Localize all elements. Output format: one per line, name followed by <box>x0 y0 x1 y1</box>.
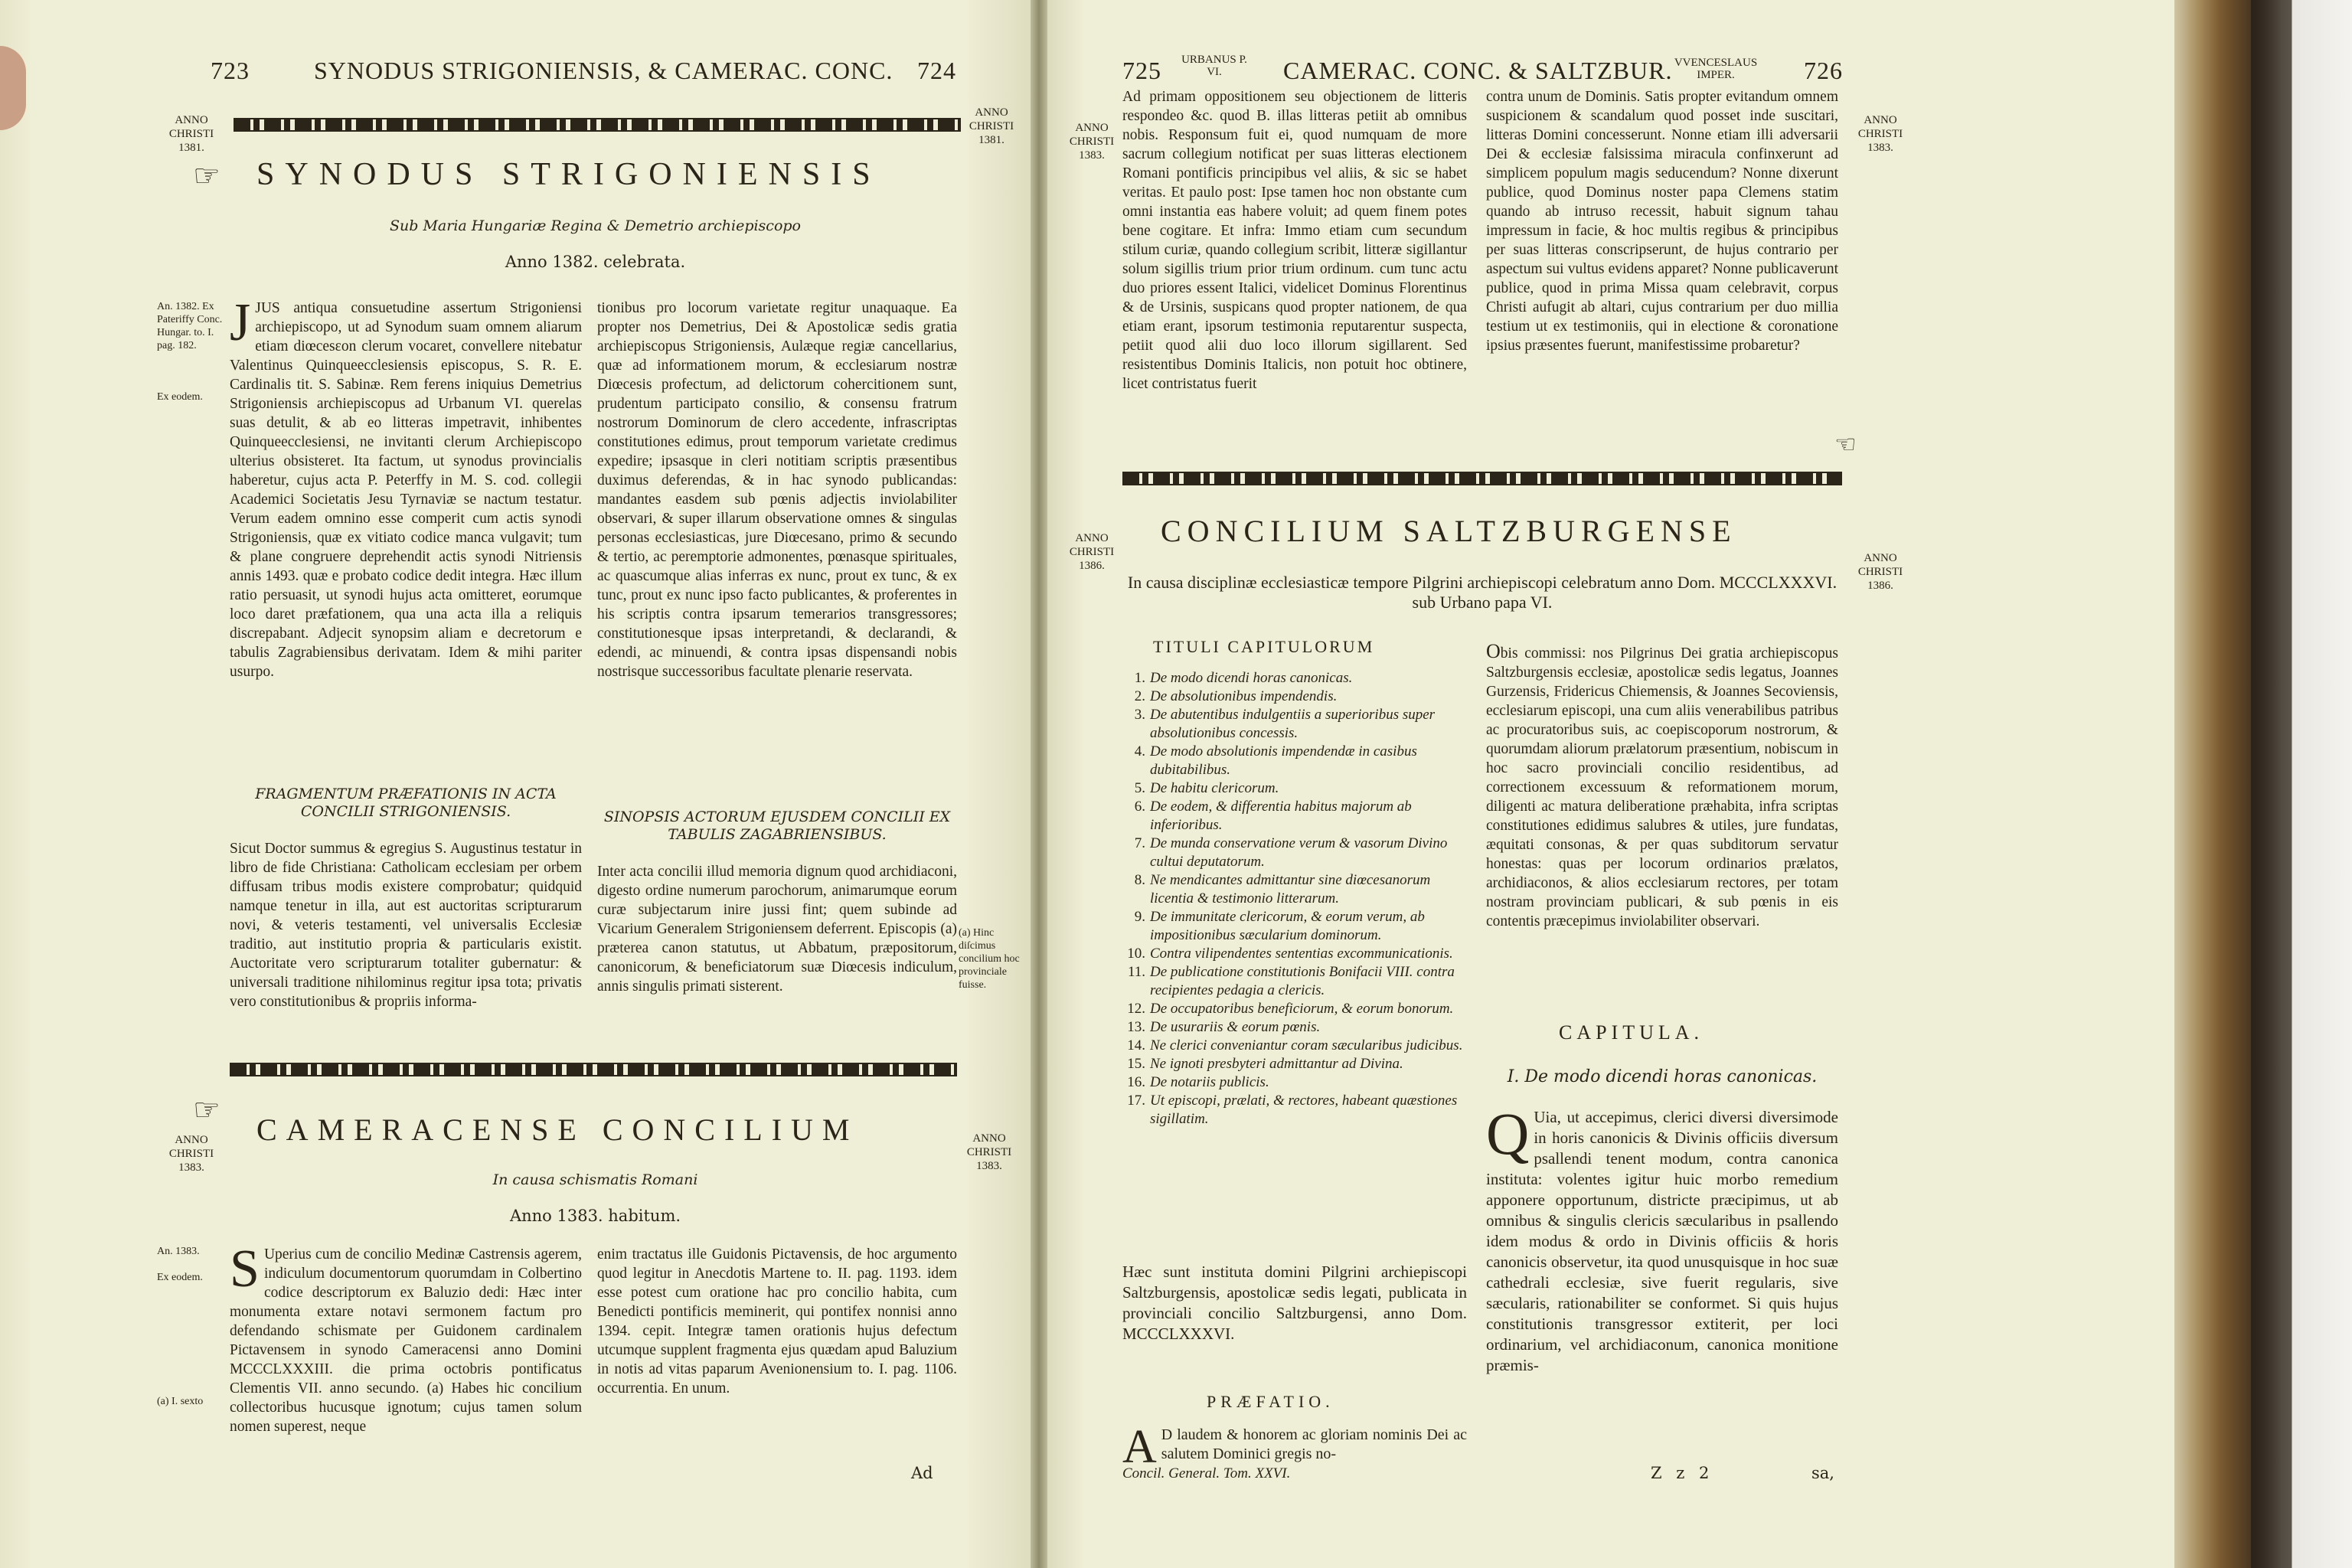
tituli-text: De occupatoribus beneficiorum, & eorum bonorum. <box>1150 1001 1454 1017</box>
tituli-item <box>1115 963 1475 1000</box>
tituli-number: 12. <box>1127 1001 1145 1017</box>
synod-year: Anno 1382. celebrata. <box>505 253 686 271</box>
tituli-text: Ne mendicantes admittantur sine diœcesanorum licentia & testimonio litterarum. <box>1150 872 1431 906</box>
page-number-725: 725 <box>1122 57 1161 84</box>
pointing-hand-icon: ☞ <box>193 1093 220 1128</box>
tituli-item <box>1115 779 1475 798</box>
pointing-hand-icon: ☜ <box>1834 430 1857 459</box>
tituli-number: 1. <box>1134 670 1145 686</box>
top-column-1: Ad primam oppositionem seu objectionem de litteris respondeo &c. quod B. illas litteras petiit ab omnibus nobis. Responsum fuit ei, quod numquam de more sacrum collegium notificat per suas litteras electionem Romani pontificis principibus vel aliis, & sic se habet veritas. Et paulo post: Ipse tamen hoc non obstante cum omni instantia eas habere voluit; ad quem finem potes bene cogitare. Et infra: Immo etiam cum secundum stilum curiæ, quando collegium scribit, litteræ sigillantur solum sigillis trium prior trium ordinum. cum tunc actu duo priores essent Italici, videlicet Dominus Florentinus & de Ursinis, suspicans quod propter nationem, de qua etiam erant, ipsorum testimonia reputarentur suspecta, petiit quod alii duo loco illorum sigillarent. Sed resistentibus Dominis Italicis, non potuit hoc obtinere, licet contristatus fuerit <box>1122 89 1467 392</box>
tituli-item <box>1115 835 1475 871</box>
tituli-text: De eodem, & differentia habitus majorum ab inferioribus. <box>1150 799 1412 833</box>
saltzburg-column-2: Obis commissi: nos Pilgrinus Dei gratia archiepiscopus Saltzburgensis ecclesiæ, apostolicæ sedis legatus, Joannes Gurzensis, Fridericus Chiemensis, & Joannes Secoviensis, ecclesiarum episcopi, una cum aliis venerabilibus patribus ac procuratoribus suis, ac coepiscoporum nostrorum, & quorumdam aliorum prælatorum præsentium, nobiscum in hoc sacro provinciali concilio residentibus, ad correctionem excessuum & reformationem morum, diligenti ac matura deliberatione præhabita, infra scriptas constitutiones edidimus salubres & utiles, jure fundatas, æquitati consonas, & per quas subditorum servatur honestas: quas per locorum ordinarios prælatos, archidiaconos, & alios ecclesiarum rectores, per totam nostram provinciam publicari, & sub pœnis in eis contentis præcepimus inviolabiliter observari. <box>1486 642 1838 929</box>
cameracense-column-1: S Uperius cum de concilio Medinæ Castrensis agerem, indiculum documentorum quorumdam in Colbertino codice descriptorum ex Baluzio dedi: Hæc inter monumenta extare notavi sermonem factum pro defendando schismate per Guidonem cardinalem Pictavensem in synodo Cameracensi anno Domini MCCCLXXXIII. die prima octobris pontificatus Clementis VII. anno secundo. (a) Habes hic concilium collectoribus hucusque ignotum; cujus tamen solum nomen superest, neque <box>230 1245 582 1435</box>
margin-year-left: ANNO CHRISTI 1386. <box>1069 532 1115 572</box>
tituli-item <box>1115 1073 1475 1092</box>
tituli-text: De abutentibus indulgentiis a superioribus super absolutionibus concessis. <box>1150 707 1436 741</box>
tituli-text: Ut episcopi, prælati, & rectores, habeant quæstiones sigillatim. <box>1150 1093 1458 1127</box>
volume-footer: Concil. General. Tom. XXVI. <box>1122 1465 1291 1481</box>
ornament-rule <box>234 118 961 132</box>
praefatio-text: A D laudem & honorem ac gloriam nominis Dei ac salutem Dominici gregis no- <box>1122 1421 1467 1473</box>
cameracense-year: Anno 1383. habitum. <box>509 1207 681 1225</box>
tituli-number: 8. <box>1134 872 1145 888</box>
tituli-number: 2. <box>1134 688 1145 704</box>
cameracense-subtitle: In causa schismatis Romani <box>492 1171 698 1188</box>
pointing-hand-icon: ☞ <box>193 158 220 194</box>
tituli-number: 5. <box>1134 780 1145 796</box>
capitula-heading: CAPITULA. <box>1559 1021 1704 1044</box>
tituli-text: De modo dicendi horas canonicas. <box>1150 670 1353 686</box>
fragment-heading: FRAGMENTUM PRÆFATIONIS IN ACTA CONCILII STRIGONIENSIS. <box>255 786 557 820</box>
margin-note: (a) Hinc diſcimus concilium hoc provinciale fuisse. <box>959 927 1020 991</box>
tituli-number: 11. <box>1127 964 1145 980</box>
tituli-text: De immunitate clericorum, & eorum verum, ab impositionibus sæcularium dominorum. <box>1150 909 1425 943</box>
book-gutter <box>1031 0 1047 1568</box>
tituli-text: Ne clerici conveniantur coram sæcularibus judicibus. <box>1150 1037 1463 1054</box>
tituli-text: De munda conservatione verum & vasorum Divino cultui deputatorum. <box>1150 835 1448 870</box>
margin-note: (a) I. sexto <box>157 1396 204 1407</box>
tituli-text: Contra vilipendentes sententias excommunicationis. <box>1150 946 1453 962</box>
tituli-item <box>1115 743 1475 779</box>
head-urbanus: URBANUS P. VI. <box>1181 54 1247 78</box>
tituli-item <box>1115 669 1475 688</box>
margin-year-right: ANNO CHRISTI 1383. <box>1857 114 1903 154</box>
page-number-723: 723 <box>211 57 250 84</box>
tituli-number: 14. <box>1127 1037 1145 1054</box>
tituli-item <box>1115 798 1475 835</box>
signature-mark: Z z 2 <box>1651 1464 1714 1482</box>
tituli-heading: TITULI CAPITULORUM <box>1153 637 1375 656</box>
tituli-text: De absolutionibus impendendis. <box>1150 688 1338 704</box>
thumb <box>0 46 26 130</box>
synopsis-heading: SINOPSIS ACTORUM EJUSDEM CONCILII EX TABULIS ZAGABRIENSIBUS. <box>603 808 951 843</box>
cap1-text: Q Uia, ut accepimus, clerici diversi diversimode in horis canonicis & Divinis officiis diversum psallendi tenent modum, contra canonica instituta: volentes igitur huic morbo remedium apponere opportunum, districte præcipimus, ut ab omnibus & singulis clericis sæcularibus in psallendo idem modus & ordo in Divinis officiis & horis canonicis observetur, ita quod unusquisque in hoc suæ cathedrali ecclesiæ, sive fuerit regularis, sive sæcularis, rationabiliter se conformet. Si quis hujus constitutionis transgressor extiterit, per loci ordinarium, vel archidiaconum, canonica monitione præmis- <box>1486 1107 1838 1374</box>
tituli-text: De habitu clericorum. <box>1150 780 1279 796</box>
tituli-number: 13. <box>1127 1019 1145 1035</box>
page-number-724: 724 <box>917 57 956 84</box>
running-head-left: SYNODUS STRIGONIENSIS, & CAMERAC. CONC. <box>314 57 893 84</box>
saltzburg-title: CONCILIUM SALTZBURGENSE <box>1161 514 1737 548</box>
synod-column-1: JJUS antiqua consuetudine assertum Strigoniensi archiepiscopo, ut ad Synodum suam omnem aliarum etiam diœcesεon clerum vocaret, convellere nitebatur Valentinus Quinqueecclesiensis episcopus, S. R. E. Cardinalis tit. S. Sabinæ. Rem ferens iniquius Demetrius Strigoniensis archiepiscopus ad Urbanum VI. querelas suas detulit, & ab eo litteras impetravit, inhibentes Quinqueecclesiensi, ne invitanti clerum Archiepiscopo ulterius obsisteret. Ita factum, ut synodus provincialis haberetur, cujus acta P. Peterffy in M. S. cod. collegii Academici Societatis Jesu Tyrnaviæ se nactum testatur. Verum eadem omnino esse comperit cum actis synodi Strigoniensis, quæ ex vitiato codice manca vulgavit; tum & plane congruere deprehendit actis synodi Nitriensis annis 1493. quæ e probato codice dedit integra. Hæc illum ratio persuasit, ut synodi hujus acta omitteret, eorumque loco daret præfationem, qua una acta illa a reliquis discrepabant. Adjecit synopsim aliam e decretorum e tabulis Zagrabiensibus derivatam. Idem & mihi pariter usurpo. <box>230 299 582 680</box>
tituli-number: 10. <box>1127 946 1145 962</box>
page-edges <box>2174 0 2251 1568</box>
margin-year-right: ANNO CHRISTI 1386. <box>1857 552 1903 592</box>
tituli-item <box>1115 945 1475 963</box>
synod-subtitle: Sub Maria Hungariæ Regina & Demetrio archiepiscopo <box>390 217 801 234</box>
margin-year-left: ANNO CHRISTI 1383. <box>168 1134 214 1174</box>
haec-text: Hæc sunt instituta domini Pilgrini archiepiscopi Saltzburgensis, apostolicæ sedis legati, publicata in provinciali concilio Saltzburgensi, anno Dom. MCCCLXXXVI. <box>1122 1263 1467 1343</box>
tituli-text: De usurariis & eorum pœnis. <box>1150 1019 1321 1035</box>
ornament-rule <box>1122 472 1842 485</box>
tituli-text: De publicatione constitutionis Bonifacii VIII. contra recipientes pedagia a clericis. <box>1150 964 1455 998</box>
margin-year-right: ANNO CHRISTI 1381. <box>969 106 1014 146</box>
tituli-list <box>1115 669 1475 1129</box>
tituli-number: 9. <box>1134 909 1145 925</box>
tituli-item <box>1115 688 1475 706</box>
tituli-number: 15. <box>1127 1056 1145 1072</box>
top-column-2: contra unum de Dominis. Satis propter evitandum omnem suspicionem & scandalum quod posset inde suscitari, litteras Domini concesserunt. Nonne etiam illi adversarii Dei & ecclesiæ falsissima miracula confinxerunt ad simplicem populum magis seducendum? Nonne dixerunt publice, quod Dominus noster papa Clemens statim quando ab intruso recessit, habuit signum tahau impressum in facie, & hoc multis regibus & principibus per suas litteras conscripserunt, de hujus contrario per aspectum sui vultus evidens apparet? Nonne publicaverunt publice, quod in prima Missa quam celebravit, corpus Christi aufugit ab altari, cujus contrarium per duo millia testium ut ex testimoniis, qui in electione & coronatione ipsius præsentes fuerunt, manifestissime probaretur? <box>1486 89 1838 354</box>
saltzburg-subtitle: In causa disciplinæ ecclesiasticæ tempore Pilgrini archiepiscopi celebratum anno Dom. MCCCLXXXVI. sub Urbano papa VI. <box>1127 573 1838 612</box>
tituli-number: 6. <box>1134 799 1145 815</box>
tituli-item <box>1115 1018 1475 1037</box>
tituli-number: 4. <box>1134 743 1145 760</box>
tituli-item <box>1115 1055 1475 1073</box>
head-wenceslaus: VVENCESLAUS IMPER. <box>1674 57 1758 81</box>
tituli-number: 7. <box>1134 835 1145 851</box>
catchword: sa, <box>1811 1464 1834 1482</box>
tituli-item <box>1115 908 1475 945</box>
tituli-text: Ne ignoti presbyteri admittantur ad Divina. <box>1150 1056 1403 1072</box>
tituli-item <box>1115 871 1475 908</box>
right-page <box>1038 0 2174 1568</box>
synod-title: SYNODUS STRIGONIENSIS <box>256 157 881 192</box>
synod-column-2: tionibus pro locorum varietate regitur unaquaque. Ea propter nos Demetrius, Dei & Apostolicæ sedis gratia archiepiscopus Strigoniensis, Aulæque regiæ cancellarius, quæ ad informationem morum, & ecclesiarum nostræ Diœcesis profectum, ad delictorum cohercitionem sunt, prudentum participato consilio, & consensu fratrum nostrorum Dominorum de clero accedente, infrascriptas constitutiones edimus, prout temporum varietate credimus expedire; ipsasque in cleri notitiam scriptis præsentibus duximus deferendas, & in hac synodo publicandas: mandantes easdem sub pœnis adjectis inviolabiliter observari, & super illarum observatione omnes & singulas personas ecclesiasticas, jure Diœcesano, primo & secundo & tertio, ac peremptorie admonentes, pœnasque spirituales, ac quascumque alias inferras ex nunc, prout ex tunc, & ex tunc, prout ex nunc ipso facto publicantes, & proferentes in his scriptis contra ipsarum temerarios transgressores; constitutionesque ipsas interpretandi, & declarandi, & edendi, ac minuendi, & contra ipsas dispensandi nobis nostrisque successoribus facultate plenarie reservata. <box>597 300 957 680</box>
cap1-heading: I. De modo dicendi horas canonicas. <box>1507 1067 1818 1086</box>
tituli-number: 17. <box>1127 1093 1145 1109</box>
page-number-726: 726 <box>1804 57 1843 84</box>
margin-year-left: ANNO CHRISTI 1383. <box>1069 122 1115 162</box>
tituli-text: De notariis publicis. <box>1150 1074 1269 1090</box>
margin-year-left: ANNO CHRISTI 1381. <box>168 114 214 154</box>
catchword: Ad <box>911 1464 933 1482</box>
synopsis-text: Inter acta concilii illud memoria dignum quod archidiaconi, digesto ordine numerum parochorum, animarumque eorum curæ subjectarum inire jussi fint; quem subinde ad Vicarium Generalem Strigoniensem deferrent. Episcopis (a) præterea canon statutus, ut Abbatum, præpositorum, canonicorum, & beneficiatorum suæ Diœcesis indiculum, annis singulis primati sisterent. <box>597 864 957 995</box>
margin-note: An. 1382. Ex Pateriffy Conc. Hungar. to. I. pag. 182. <box>157 301 223 351</box>
tituli-number: 3. <box>1134 707 1145 723</box>
tituli-item <box>1115 1037 1475 1055</box>
tituli-item <box>1115 1000 1475 1018</box>
left-page <box>0 0 1038 1568</box>
fragment-text: Sicut Doctor summus & egregius S. Augustinus testatur in libro de fide Christiana: Catholicam ecclesiam per orbem diffusam tribus modis existere comprobatur; quidquid namque tenetur in illa, aut est auctoritas scripturarum novi, & veteris testamenti, vel universalis Ecclesiæ traditio, aut institutio propria & particularis existit. Auctoritate vero scripturarum totaliter gubernatur: & universali traditione nihilominus regitur ipsa tota; privatis vero constitutionibus & propriis informa- <box>230 841 582 1010</box>
praefatio-heading: PRÆFATIO. <box>1207 1392 1334 1411</box>
cameracense-title: CAMERACENSE CONCILIUM <box>256 1112 859 1147</box>
tituli-item <box>1115 706 1475 743</box>
ornament-rule <box>230 1063 957 1076</box>
margin-year-right: ANNO CHRISTI 1383. <box>966 1132 1012 1172</box>
tituli-item <box>1115 1092 1475 1129</box>
running-head-right: CAMERAC. CONC. & SALTZBUR. <box>1283 57 1673 84</box>
background <box>2251 0 2352 1568</box>
tituli-text: De modo absolutionis impendendæ in casibus dubitabilibus. <box>1150 743 1417 778</box>
cameracense-column-2: enim tractatus ille Guidonis Pictavensis, de hoc argumento quod legitur in Anecdotis Martene to. II. pag. 1193. idem esse potest cum oratione hac pro concilio habita, cum Benedicti pontificis meminerit, qui pontifex nonnisi anno 1394. cepit. Integræ tamen orationis hujus defectum utcumque supplent fragmenta ejus quædam apud Baluzium in notis ad vitas paparum Avenionensium to. I. pag. 1106. occurrentia. En unum. <box>597 1246 957 1396</box>
tituli-number: 16. <box>1127 1074 1145 1090</box>
margin-note: Ex eodem. <box>157 391 203 403</box>
margin-note: Ex eodem. <box>157 1272 203 1283</box>
margin-note: An. 1383. <box>157 1246 200 1257</box>
